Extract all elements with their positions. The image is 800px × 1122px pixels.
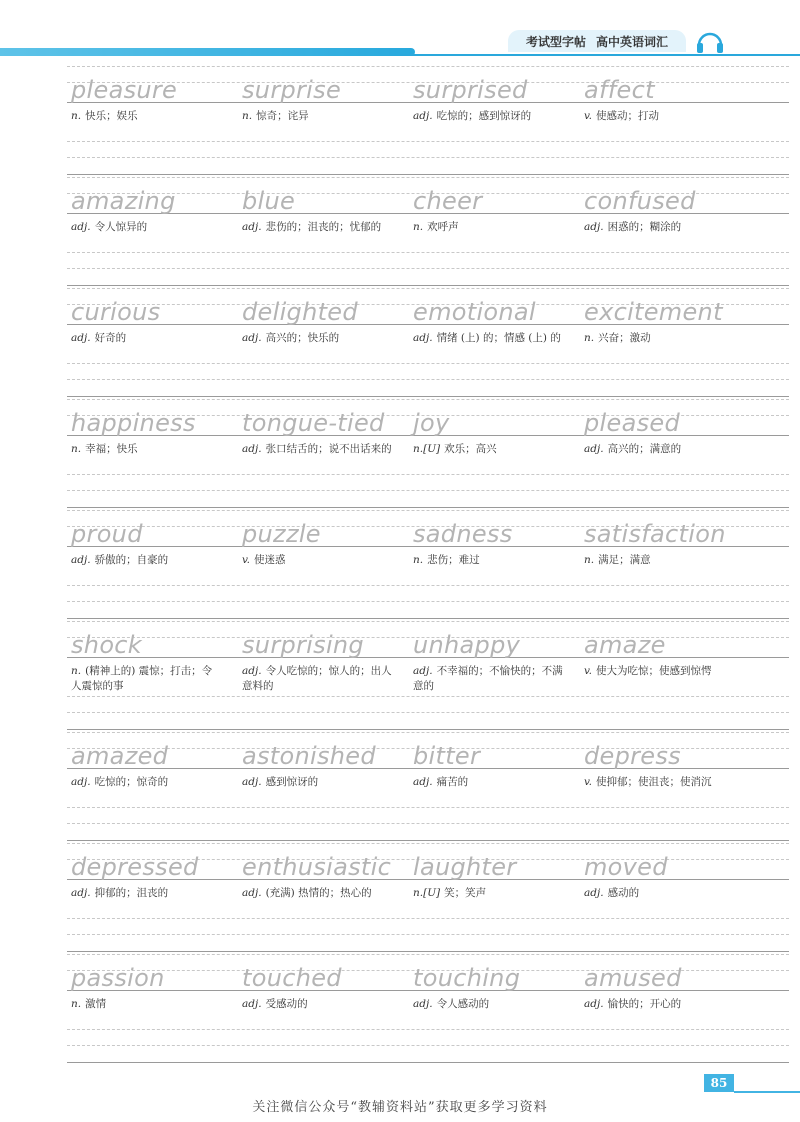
trace-word: satisfaction — [584, 520, 726, 548]
definition — [584, 220, 734, 235]
guide-line — [67, 66, 789, 67]
part-of-speech: n.[U] — [413, 443, 441, 455]
part-of-speech: n. — [413, 554, 424, 566]
part-of-speech: adj. — [242, 332, 262, 344]
trace-word: passion — [71, 964, 165, 992]
guide-line — [67, 141, 789, 142]
definition — [242, 442, 392, 457]
definition — [413, 886, 563, 901]
definition — [242, 331, 392, 346]
trace-word: surprised — [413, 76, 528, 104]
part-of-speech: adj. — [242, 221, 262, 233]
definition — [413, 109, 563, 124]
guide-line — [67, 621, 789, 622]
meaning: 骄傲的；自豪的 — [94, 554, 169, 566]
trace-word: amused — [584, 964, 682, 992]
guide-line — [67, 363, 789, 364]
part-of-speech: adj. — [413, 110, 433, 122]
definition — [71, 997, 221, 1012]
definition — [413, 553, 563, 568]
guide-line — [67, 379, 789, 380]
trace-word: amaze — [584, 631, 666, 659]
meaning: 悲伤的；沮丧的；忧郁的 — [265, 221, 382, 233]
part-of-speech: adj. — [242, 665, 262, 677]
trace-word: astonished — [242, 742, 376, 770]
meaning: 令人惊异的 — [94, 221, 148, 233]
definition — [584, 664, 734, 679]
definition — [413, 997, 563, 1012]
definition — [584, 331, 734, 346]
trace-word: happiness — [71, 409, 196, 437]
meaning: 欢乐；高兴 — [444, 443, 497, 455]
trace-word: depress — [584, 742, 681, 770]
part-of-speech: adj. — [584, 887, 604, 899]
trace-word: touched — [242, 964, 342, 992]
definition — [71, 664, 221, 694]
trace-word: curious — [71, 298, 161, 326]
definition — [71, 775, 221, 790]
word-row — [67, 62, 789, 173]
definition — [242, 886, 392, 901]
meaning: 使感动；打动 — [596, 110, 660, 122]
definition — [242, 109, 392, 124]
meaning: (充满) 热情的；热心的 — [265, 887, 372, 899]
guide-line — [67, 1045, 789, 1046]
guide-line — [67, 601, 789, 602]
trace-word: emotional — [413, 298, 536, 326]
meaning: 令人吃惊的；惊人的；出人意料的 — [242, 665, 392, 692]
meaning: 好奇的 — [94, 332, 127, 344]
meaning: 感到惊讶的 — [265, 776, 319, 788]
guide-line — [67, 490, 789, 491]
part-of-speech: adj. — [584, 443, 604, 455]
trace-word: shock — [71, 631, 142, 659]
guide-line — [67, 177, 789, 178]
part-of-speech: adj. — [242, 998, 262, 1010]
guide-line — [67, 474, 789, 475]
meaning: 快乐；娱乐 — [85, 110, 138, 122]
part-of-speech: adj. — [413, 998, 433, 1010]
guide-line — [67, 954, 789, 955]
guide-line — [67, 252, 789, 253]
trace-word: surprise — [242, 76, 342, 104]
guide-line — [67, 696, 789, 697]
meaning: 惊奇；诧异 — [256, 110, 309, 122]
trace-word: surprising — [242, 631, 364, 659]
meaning: 使迷惑 — [254, 554, 286, 566]
guide-line — [67, 288, 789, 289]
part-of-speech: n.[U] — [413, 887, 441, 899]
meaning: 张口结舌的；说不出话来的 — [265, 443, 392, 455]
book-title: 高中英语词汇 — [596, 34, 669, 49]
definition — [584, 997, 734, 1012]
part-of-speech: adj. — [584, 221, 604, 233]
part-of-speech: adj. — [242, 887, 262, 899]
guide-line — [67, 807, 789, 808]
meaning: 兴奋；激动 — [598, 332, 651, 344]
word-row — [67, 950, 789, 1061]
definition — [413, 331, 563, 346]
headphone-icon — [694, 28, 726, 54]
definition — [584, 109, 734, 124]
definition — [584, 886, 734, 901]
trace-word: joy — [413, 409, 450, 437]
meaning: 使大为吃惊；使感到惊愕 — [596, 665, 712, 677]
meaning: 吃惊的；惊奇的 — [94, 776, 169, 788]
part-of-speech: n. — [71, 110, 82, 122]
part-of-speech: v. — [242, 554, 251, 566]
definition — [71, 553, 221, 568]
meaning: 令人感动的 — [436, 998, 490, 1010]
trace-word: blue — [242, 187, 296, 215]
guide-line — [67, 823, 789, 824]
trace-word: depressed — [71, 853, 199, 881]
meaning: 使抑郁；使沮丧；使消沉 — [596, 776, 712, 788]
word-row — [67, 839, 789, 950]
guide-line — [67, 1029, 789, 1030]
trace-word: excitement — [584, 298, 723, 326]
running-header — [508, 30, 686, 52]
part-of-speech: n. — [413, 221, 424, 233]
meaning: 笑；笑声 — [444, 887, 487, 899]
meaning: 悲伤；难过 — [427, 554, 480, 566]
part-of-speech: adj. — [584, 998, 604, 1010]
definition — [71, 220, 221, 235]
guide-line — [67, 157, 789, 158]
meaning: 痛苦的 — [436, 776, 469, 788]
definition — [413, 442, 563, 457]
meaning: 抑郁的；沮丧的 — [94, 887, 169, 899]
part-of-speech: n. — [71, 443, 82, 455]
definition — [413, 220, 563, 235]
meaning: 感动的 — [607, 887, 640, 899]
trace-word: unhappy — [413, 631, 521, 659]
guide-line — [67, 399, 789, 400]
meaning: 受感动的 — [265, 998, 308, 1010]
meaning: 高兴的；快乐的 — [265, 332, 340, 344]
trace-word: delighted — [242, 298, 358, 326]
trace-word: enthusiastic — [242, 853, 392, 881]
trace-word: tongue-tied — [242, 409, 385, 437]
definition — [242, 664, 392, 694]
trace-word: puzzle — [242, 520, 321, 548]
meaning: 情绪 (上) 的；情感 (上) 的 — [436, 332, 561, 344]
part-of-speech: n. — [584, 554, 595, 566]
word-row — [67, 284, 789, 395]
part-of-speech: n. — [71, 998, 82, 1010]
part-of-speech: n. — [71, 665, 82, 677]
part-of-speech: adj. — [242, 443, 262, 455]
trace-word: sadness — [413, 520, 513, 548]
definition — [413, 775, 563, 790]
guide-line — [67, 918, 789, 919]
guide-line — [67, 1062, 789, 1063]
part-of-speech: adj. — [71, 332, 91, 344]
footer-note: 关注微信公众号“教辅资料站”获取更多学习资料 — [252, 1100, 548, 1115]
meaning: 幸福；快乐 — [85, 443, 138, 455]
trace-word: confused — [584, 187, 696, 215]
meaning: 激情 — [85, 998, 107, 1010]
part-of-speech: adj. — [413, 776, 433, 788]
definition — [584, 775, 734, 790]
meaning: 吃惊的；感到惊讶的 — [436, 110, 532, 122]
part-of-speech: adj. — [71, 887, 91, 899]
series-title: 考试型字帖 — [525, 34, 586, 49]
part-of-speech: v. — [584, 110, 593, 122]
guide-line — [67, 732, 789, 733]
trace-word: pleased — [584, 409, 680, 437]
definition — [242, 775, 392, 790]
guide-line — [67, 712, 789, 713]
part-of-speech: n. — [584, 332, 595, 344]
vocabulary-sheet — [67, 62, 789, 1061]
part-of-speech: n. — [242, 110, 253, 122]
part-of-speech: adj. — [413, 332, 433, 344]
part-of-speech: adj. — [71, 776, 91, 788]
meaning: 满足；满意 — [598, 554, 651, 566]
trace-word: laughter — [413, 853, 517, 881]
trace-word: moved — [584, 853, 668, 881]
meaning: 不幸福的；不愉快的；不满意的 — [413, 665, 563, 692]
page-number: 85 — [704, 1074, 734, 1092]
header-accent-bar — [0, 48, 415, 56]
meaning: 愉快的；开心的 — [607, 998, 682, 1010]
guide-line — [67, 585, 789, 586]
trace-word: affect — [584, 76, 655, 104]
definition — [71, 109, 221, 124]
guide-line — [67, 843, 789, 844]
guide-line — [67, 510, 789, 511]
part-of-speech: adj. — [71, 554, 91, 566]
trace-word: pleasure — [71, 76, 178, 104]
definition — [584, 553, 734, 568]
meaning: 困惑的；糊涂的 — [607, 221, 682, 233]
page-number-rule — [734, 1091, 800, 1093]
word-row — [67, 728, 789, 839]
header-rule — [400, 54, 800, 56]
trace-word: cheer — [413, 187, 483, 215]
word-row — [67, 506, 789, 617]
definition — [71, 331, 221, 346]
definition — [242, 553, 392, 568]
definition — [413, 664, 563, 694]
word-row — [67, 173, 789, 284]
part-of-speech: adj. — [242, 776, 262, 788]
trace-word: amazing — [71, 187, 176, 215]
guide-line — [67, 934, 789, 935]
definition — [242, 220, 392, 235]
trace-word: touching — [413, 964, 521, 992]
definition — [71, 442, 221, 457]
meaning: 欢呼声 — [427, 221, 459, 233]
trace-word: bitter — [413, 742, 481, 770]
part-of-speech: adj. — [71, 221, 91, 233]
definition — [242, 997, 392, 1012]
part-of-speech: v. — [584, 776, 593, 788]
part-of-speech: v. — [584, 665, 593, 677]
part-of-speech: adj. — [413, 665, 433, 677]
trace-word: proud — [71, 520, 143, 548]
meaning: (精神上的) 震惊；打击；令人震惊的事 — [71, 665, 213, 692]
meaning: 高兴的；满意的 — [607, 443, 682, 455]
definition — [584, 442, 734, 457]
guide-line — [67, 268, 789, 269]
definition — [71, 886, 221, 901]
word-row — [67, 395, 789, 506]
word-row — [67, 617, 789, 728]
trace-word: amazed — [71, 742, 169, 770]
